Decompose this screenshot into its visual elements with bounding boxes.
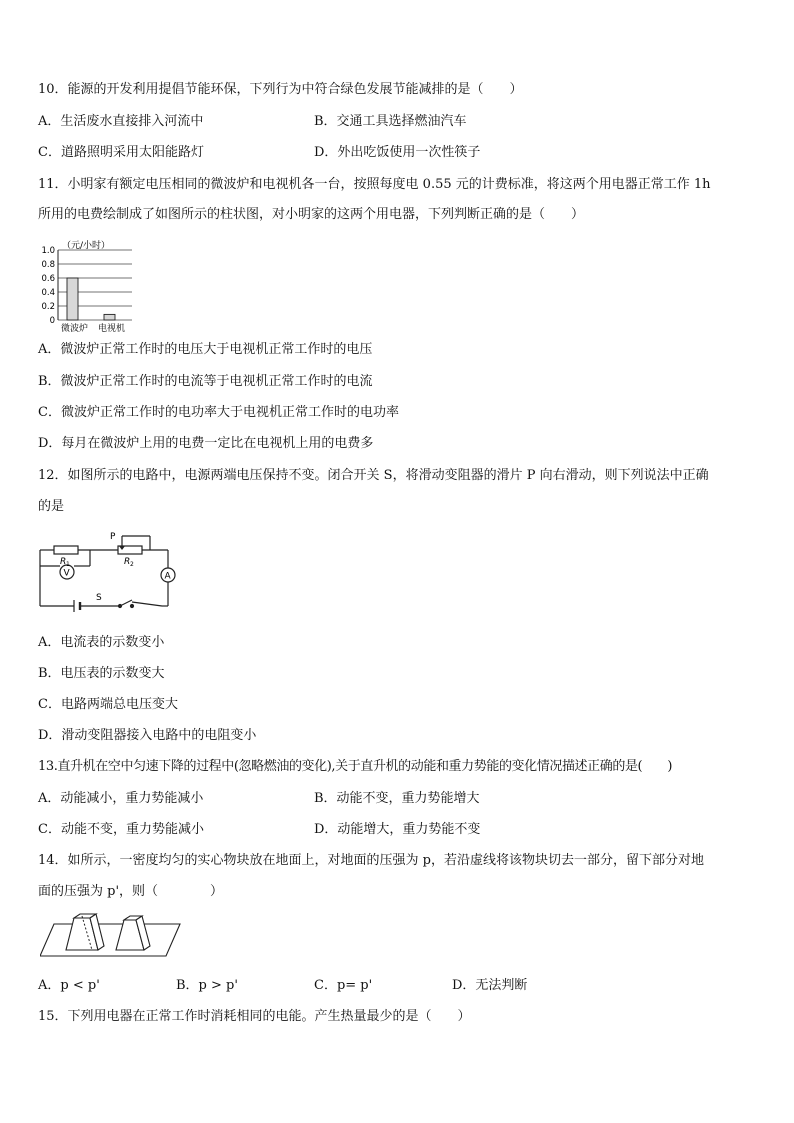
q13-option-b: B．动能不变，重力势能增大 [314,791,480,806]
r2-subscript: 2 [130,561,134,568]
q12-option-a: A．电流表的示数变小 [38,635,165,650]
q14-option-a: A．p < p' [38,978,100,993]
q10-option-c: C．道路照明采用太阳能路灯 [38,145,204,160]
chart-ytick-label: 0.8 [41,260,55,270]
q13-option-a: A．动能减小，重力势能减小 [38,791,204,806]
chart-xtick-label: 微波炉 [60,324,89,334]
bar-chart-svg [32,234,144,334]
q12-option-d: D．滑动变阻器接入电路中的电阻变小 [38,728,257,743]
chart-bar [67,278,78,320]
q11-stem-line2: 所用的电费绘制成了如图所示的柱状图，对小明家的这两个用电器，下列判断正确的是（ ） [38,207,585,222]
circuit-svg [38,530,178,614]
chart-bars [67,278,115,320]
chart-ytick-label: 0.2 [41,302,55,312]
q14-block-figure [40,912,182,964]
q10-option-d: D．外出吃饭使用一次性筷子 [314,145,481,160]
q15-stem: 15．下列用电器在正常工作时消耗相同的电能。产生热量最少的是（ ） [38,1009,471,1024]
q11-option-a: A．微波炉正常工作时的电压大于电视机正常工作时的电压 [38,342,373,357]
chart-xtick-label: 电视机 [97,324,126,334]
q10-stem: 10．能源的开发利用提倡节能环保，下列行为中符合绿色发展节能减排的是（ ） [38,82,523,97]
q11-stem-line1: 11．小明家有额定电压相同的微波炉和电视机各一台，按照每度电 0.55 元的计费标准，将这两个用电器正常工作 1h [38,177,711,192]
q11-option-b: B．微波炉正常工作时的电流等于电视机正常工作时的电流 [38,374,373,389]
q12-stem-line1: 12．如图所示的电路中，电源两端电压保持不变。闭合开关 S，将滑动变阻器的滑片 P 向右滑动，则下列说法中正确 [38,468,709,483]
q13-option-c: C．动能不变，重力势能减小 [38,822,204,837]
chart-ytick-label: 0.6 [41,274,55,284]
q14-option-c: C．p= p' [314,978,373,993]
block-figure-svg [40,912,182,960]
q12-option-c: C．电路两端总电压变大 [38,697,178,712]
q11-option-d: D．每月在微波炉上用的电费一定比在电视机上用的电费多 [38,436,374,451]
switch-label: S [96,593,102,603]
q12-circuit-diagram [38,530,178,618]
chart-ylabel: （元/小时） [62,241,111,251]
r1-subscript: 1 [66,561,70,568]
chart-ytick-label: 0.4 [41,288,55,298]
slider-p-label: P [110,532,116,542]
voltmeter-label: V [63,568,70,579]
q14-stem-line2: 面的压强为 p'，则（ ） [38,884,224,899]
q10-option-a: A．生活废水直接排入河流中 [38,114,204,129]
q12-option-b: B．电压表的示数变大 [38,666,165,681]
q14-option-d: D．无法判断 [452,978,528,993]
q14-option-b: B．p > p' [176,978,238,993]
q12-stem-line2: 的是 [38,499,65,514]
r2-label: R [124,557,131,567]
q13-stem: 13.直升机在空中匀速下降的过程中(忽略燃油的变化),关于直升机的动能和重力势能的变化情况描述正确的是( ) [38,759,673,774]
q11-bar-chart [32,234,144,338]
r1-label: R [60,557,67,567]
q11-option-c: C．微波炉正常工作时的电功率大于电视机正常工作时的电功率 [38,405,399,420]
q10-option-b: B．交通工具选择燃油汽车 [314,114,467,129]
chart-ytick-label: 1.0 [41,246,55,256]
chart-bar [104,314,115,320]
q14-stem-line1: 14．如所示，一密度均匀的实心物块放在地面上，对地面的压强为 p，若沿虚线将该物块切去一部分，留下部分对地 [38,853,704,868]
ammeter-label: A [164,571,171,582]
chart-yticks [41,246,55,326]
q13-option-d: D．动能增大，重力势能不变 [314,822,481,837]
chart-xlabels [61,322,125,334]
chart-ytick-label: 0 [49,316,55,326]
